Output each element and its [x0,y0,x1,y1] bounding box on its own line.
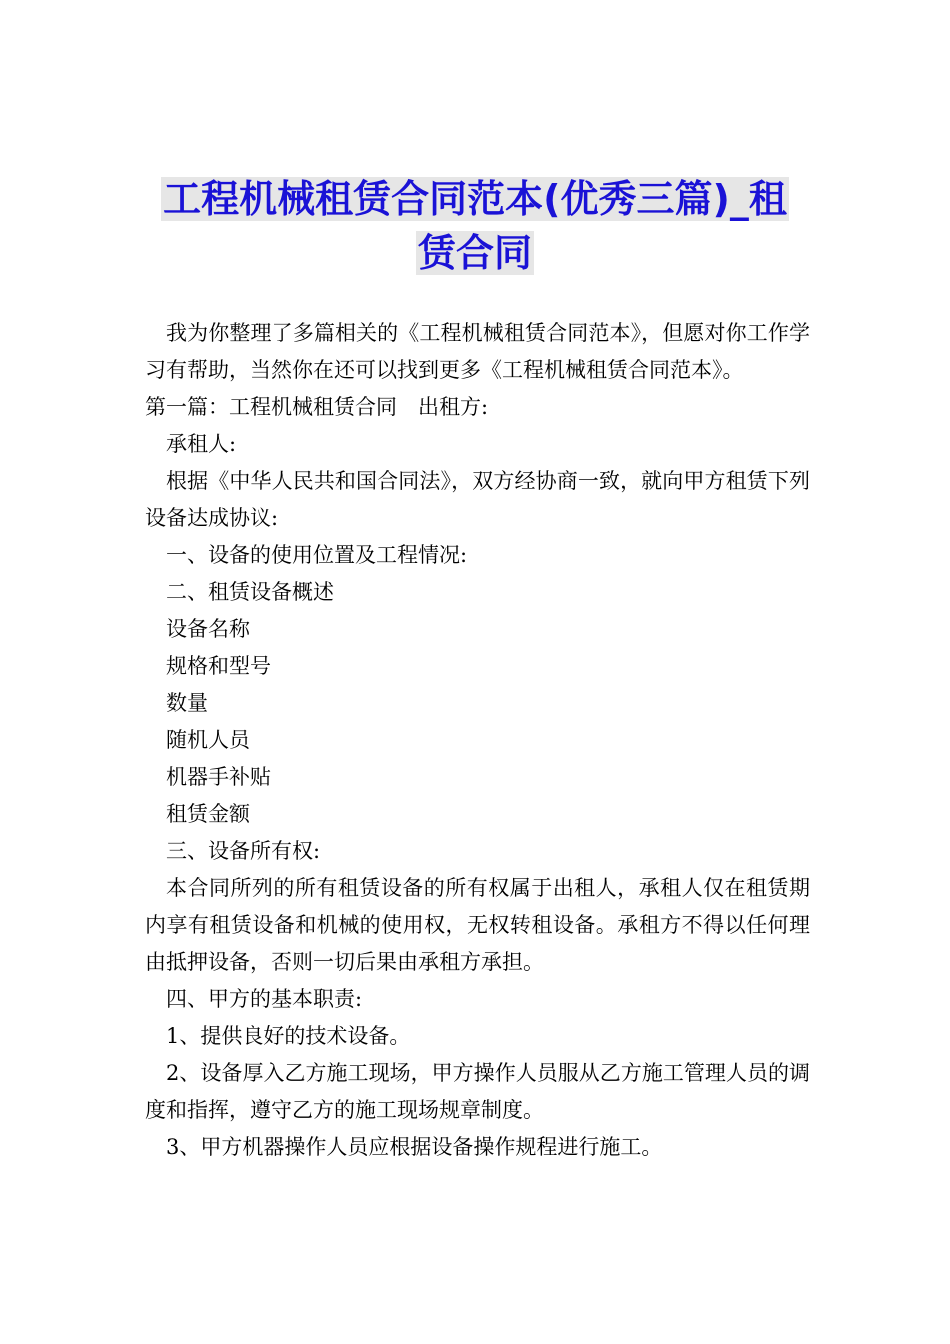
duty-item-3: 3、甲方机器操作人员应根据设备操作规程进行施工。 [166,1135,663,1159]
agreement-preamble: 根据《中华人民共和国合同法》，双方经协商一致，就向甲方租赁下列设备达成协议: [145,469,810,530]
intro-paragraph: 我为你整理了多篇相关的《工程机械租赁合同范本》，但愿对你工作学习有帮助，当然你在还可以找到更多《工程机械租赁合同范本》。 [145,321,810,382]
clause-heading-2: 二、租赁设备概述 [166,580,334,604]
clause-heading-3: 三、设备所有权: [166,839,321,863]
equipment-field-spec: 规格和型号 [166,654,271,678]
equipment-field-quantity: 数量 [166,691,208,715]
equipment-field-operator-allowance: 机器手补贴 [166,765,271,789]
title-line-2: 赁合同 [417,231,532,275]
section-heading-first-contract: 第一篇：工程机械租赁合同 出租方: [145,395,489,419]
lessee-field: 承租人: [166,432,237,456]
ownership-paragraph: 本合同所列的所有租赁设备的所有权属于出租人，承租人仅在租赁期内享有租赁设备和机械的使用权，无权转租设备。承租方不得以任何理由抵押设备，否则一切后果由承租方承担。 [145,876,810,974]
document-body [145,315,810,1166]
document-title [150,172,800,280]
clause-heading-1: 一、设备的使用位置及工程情况: [166,543,468,567]
title-line-1: 工程机械租赁合同范本(优秀三篇)_租 [163,177,787,221]
equipment-field-rent-amount: 租赁金额 [166,802,250,826]
equipment-field-staff: 随机人员 [166,728,250,752]
equipment-field-name: 设备名称 [166,617,250,641]
duty-item-1: 1、提供良好的技术设备。 [166,1024,411,1048]
duty-item-2: 2、设备厚入乙方施工现场，甲方操作人员服从乙方施工管理人员的调度和指挥，遵守乙方的施工现场规章制度。 [145,1061,810,1122]
clause-heading-4: 四、甲方的基本职责: [166,987,363,1011]
